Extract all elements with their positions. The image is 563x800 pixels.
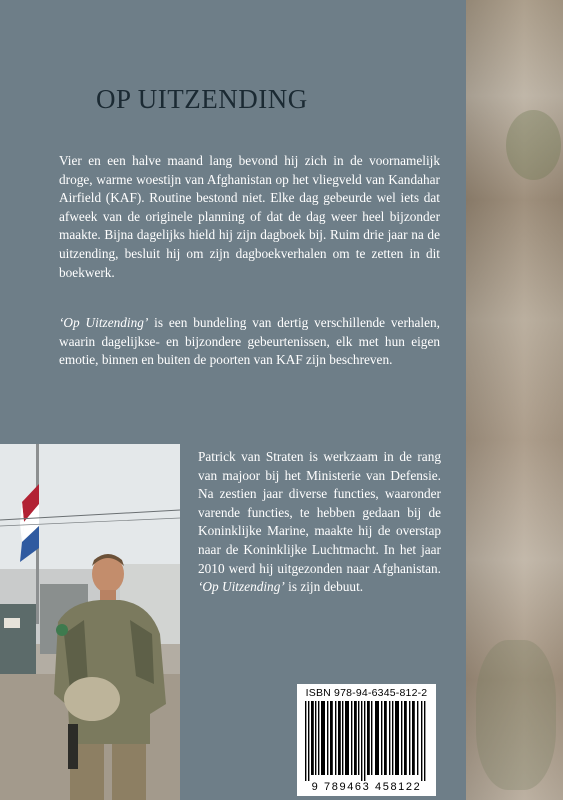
book-title: OP UITZENDING: [96, 84, 308, 114]
title-reference: ‘Op Uitzending’: [59, 315, 149, 330]
isbn-barcode: [297, 684, 436, 796]
title-reference: ‘Op Uitzending’: [198, 579, 285, 595]
blurb-paragraph-2-text: is een bundeling van dertig verschillende verhalen, waarin dagelijkse- en bijzondere gebeurtenissen, elk met hun eigen emotie, binnen en buiten de poorten van KAF zijn beschreven.: [59, 315, 440, 368]
spine-shrub: [476, 640, 556, 790]
barcode-bars: [305, 701, 428, 781]
spine-shrub: [506, 110, 561, 180]
spine-photo: [466, 0, 563, 800]
blurb-paragraph-1: Vier en een halve maand lang bevond hij zich in de voornamelijk droge, warme woestijn van Afghanistan op het vliegveld van Kandahar Airfield (KAF). Routine bestond niet. Elke dag gebeurde wel iets dat afweek van de originele planning of dat de dag weer heel bijzonder maakte. Bijna dagelijks hield hij zijn dagboek bij. Ruim drie jaar na de uitzending, besluit hij om zijn dagboekverhalen om te zetten in dit boekwerk.: [59, 153, 440, 280]
author-bio-tail: is zijn debuut.: [284, 579, 364, 595]
author-bio-text: Patrick van Straten is werkzaam in de rang van majoor bij het Ministerie van Defensie. Na zestien jaar diverse functies, waaronder varende functies, te hebben gedaan bij de Koninklijke Marine, maakte hij de overstap naar de Koninklijke Luchtmacht. In het jaar 2010 werd hij uitgezonden naar Afghanistan.: [198, 449, 441, 576]
author-bio: [198, 448, 441, 597]
author-photo-illustration: [0, 444, 180, 800]
author-photo: [0, 444, 180, 800]
isbn-number: ISBN 978-94-6345-812-2: [305, 687, 428, 699]
blurb-paragraph-2: [59, 314, 440, 370]
ean-digits: 9 789463 458122: [311, 781, 422, 793]
